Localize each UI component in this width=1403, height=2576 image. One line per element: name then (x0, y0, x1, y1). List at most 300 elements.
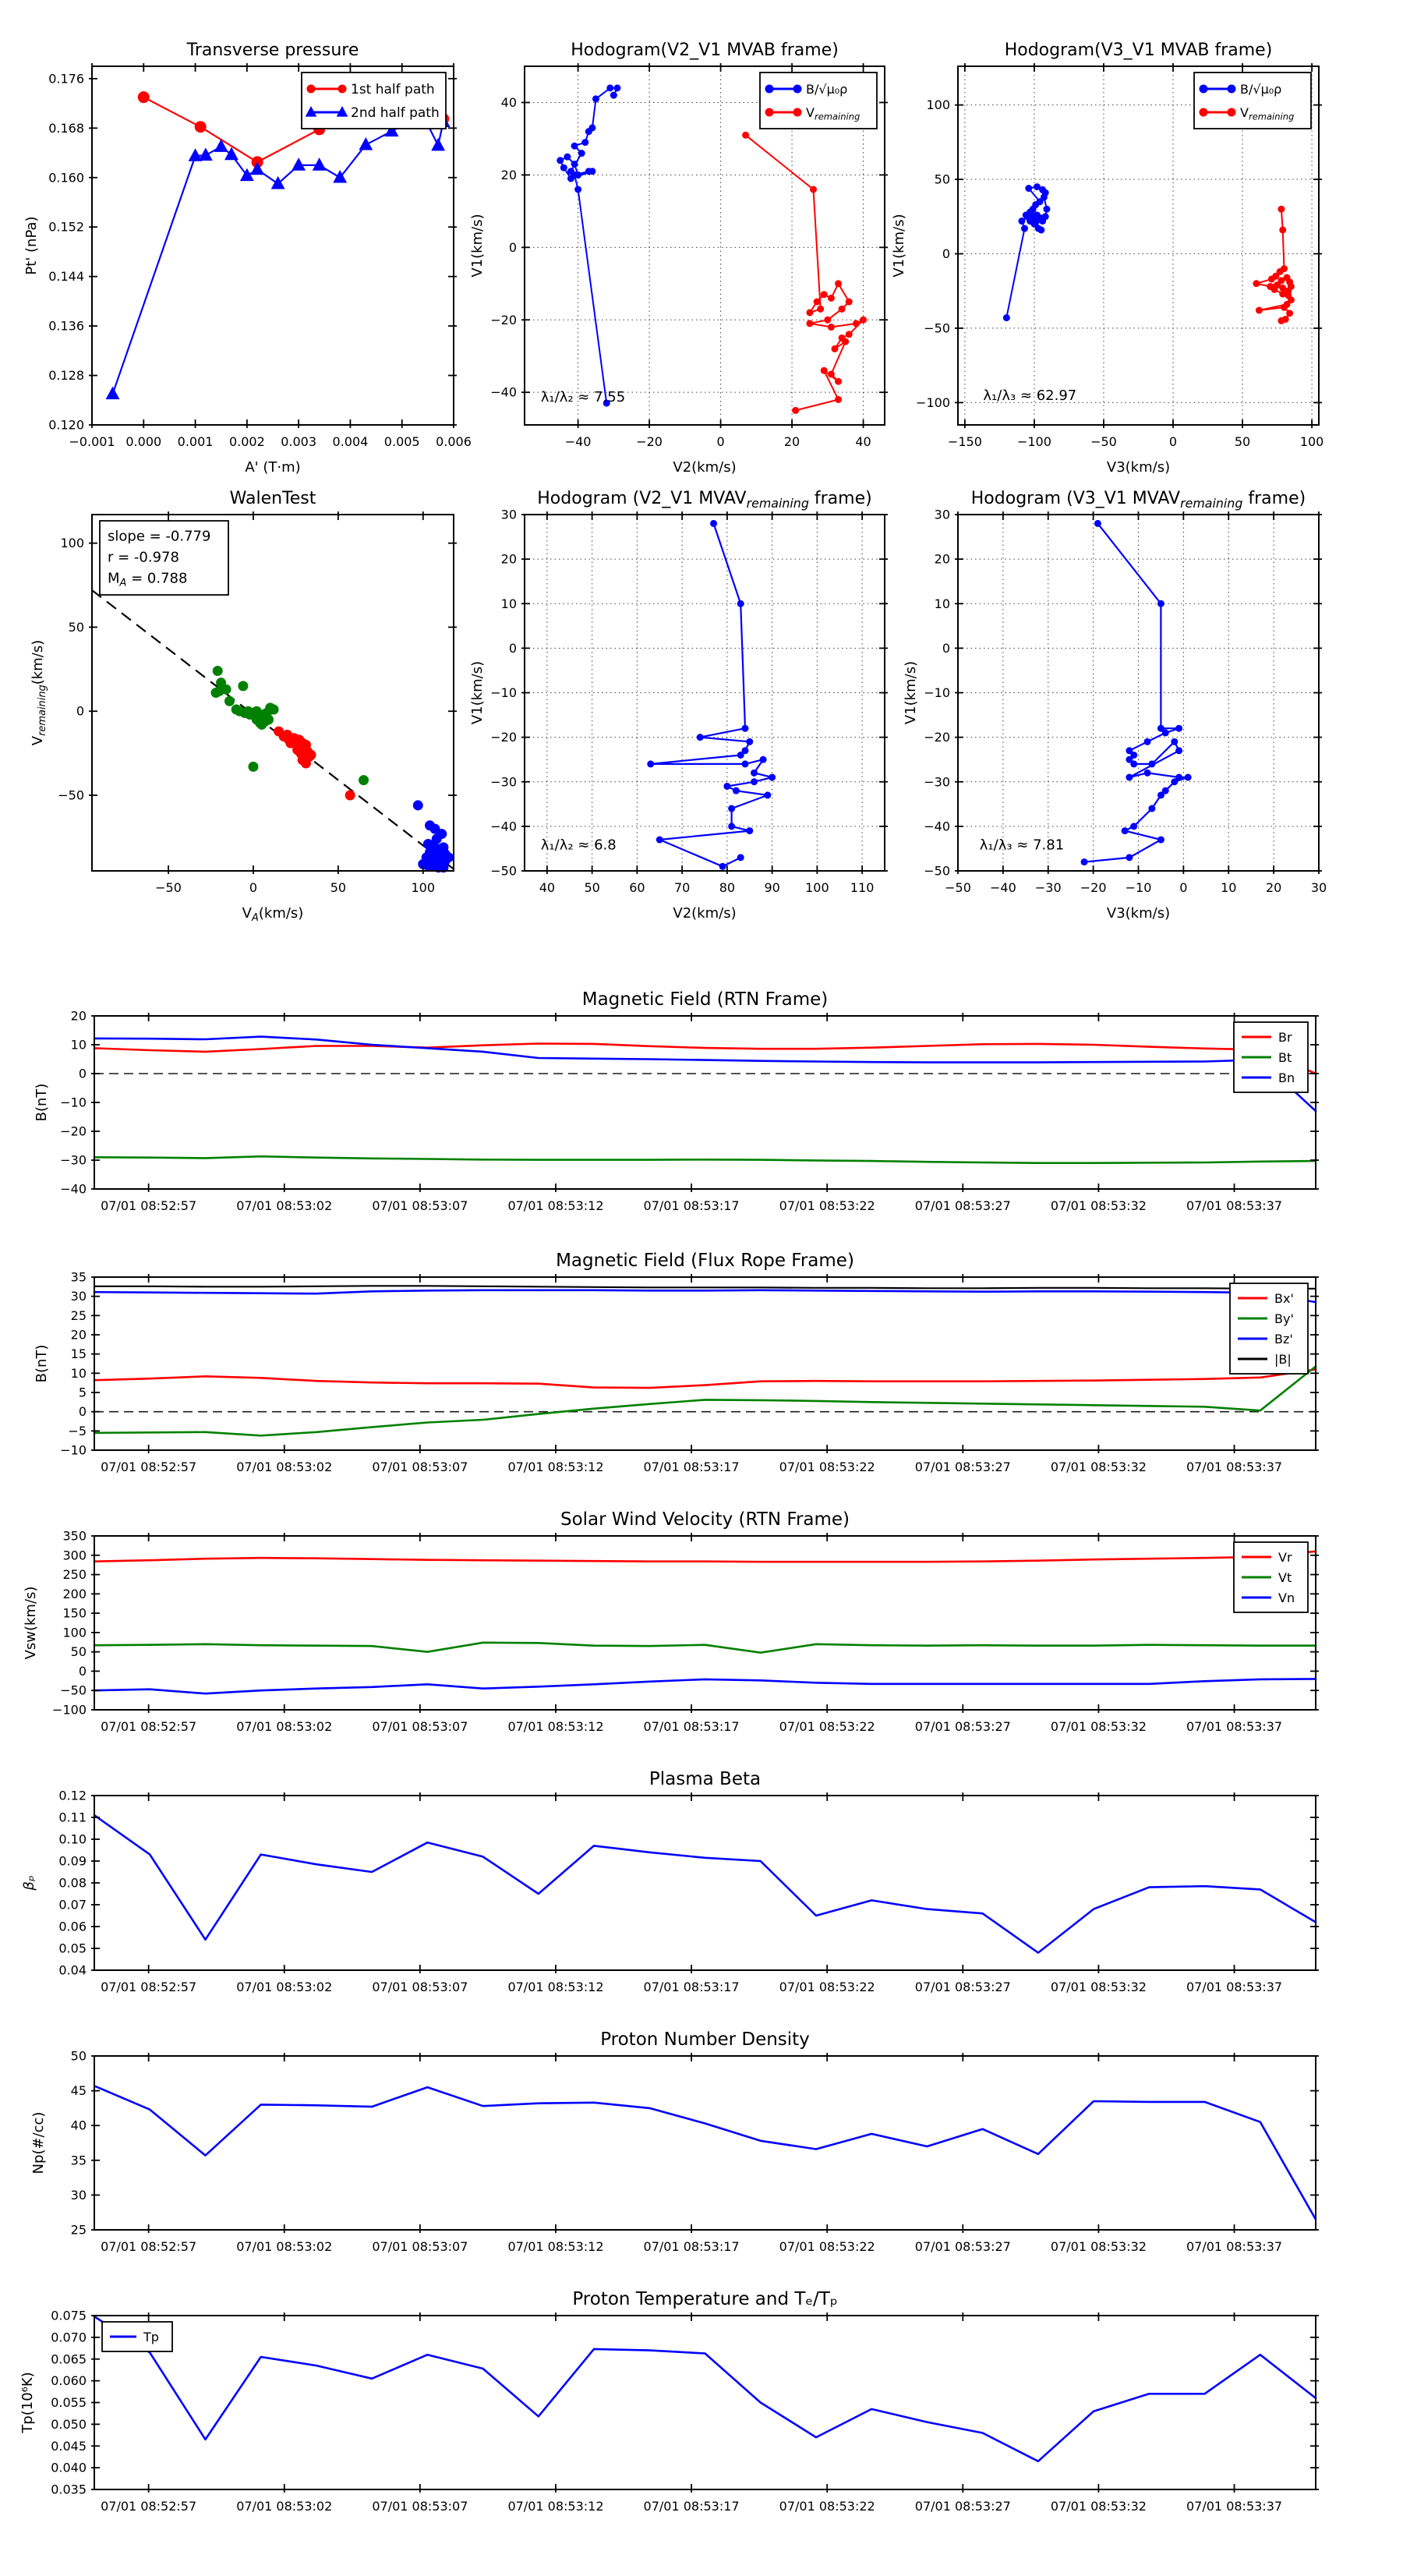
dot-marker (571, 143, 578, 150)
y-tick-label: −20 (490, 312, 517, 327)
dot-marker (567, 168, 574, 175)
y-tick-label: 0.160 (48, 170, 84, 186)
x-tick-label: 07/01 08:53:37 (1186, 2239, 1283, 2254)
dot-marker (792, 407, 799, 414)
dot-marker (741, 760, 748, 767)
legend-label: 1st half path (351, 82, 435, 98)
x-tick-label: 0 (716, 434, 725, 449)
x-tick-label: 110 (850, 880, 875, 895)
dot-marker (793, 85, 802, 94)
dot-marker (647, 760, 654, 767)
y-tick-label: −50 (924, 320, 950, 336)
x-tick-label: 07/01 08:53:07 (372, 1460, 468, 1474)
circle-marker (338, 85, 347, 94)
legend (1230, 1283, 1308, 1374)
legend (302, 73, 446, 129)
x-tick-label: 60 (629, 880, 645, 895)
legend (760, 73, 877, 129)
x-tick-label: 0.004 (332, 434, 369, 449)
y-tick-label: 0.035 (51, 2482, 87, 2497)
x-tick-label: 07/01 08:52:57 (101, 1198, 197, 1213)
dot-marker (221, 685, 231, 695)
x-tick-label: 07/01 08:52:57 (101, 2239, 197, 2254)
plot-title: Plasma Beta (648, 1769, 762, 1789)
x-axis-label: $V_A(km/s)$ (242, 905, 304, 924)
legend-text-line: slope = -0.779 (108, 528, 211, 545)
x-tick-label: 20 (1265, 880, 1282, 895)
x-tick-label: 07/01 08:53:17 (643, 1980, 740, 1994)
dot-marker (1094, 520, 1101, 527)
y-tick-label: 0.045 (51, 2438, 87, 2454)
x-tick-label: 07/01 08:53:37 (1186, 1980, 1283, 1994)
x-axis-label: V2(km/s) (673, 905, 737, 922)
dot-marker (1175, 747, 1182, 754)
y-tick-label: 50 (934, 172, 950, 187)
plot-proton-temperature (19, 2289, 1319, 2514)
dot-marker (765, 108, 774, 117)
legend-label: Vr (1278, 1549, 1292, 1565)
dot-marker (1041, 193, 1048, 200)
dot-marker (723, 783, 730, 790)
y-tick-label: 0.07 (58, 1897, 87, 1913)
x-tick-label: 07/01 08:53:07 (372, 1719, 468, 1734)
triangle-marker (106, 387, 120, 400)
dot-marker (1018, 218, 1025, 225)
x-tick-label: 0.003 (281, 434, 317, 449)
dot-marker (1200, 85, 1208, 94)
x-axis-label: A' (T·m) (245, 459, 301, 476)
x-tick-label: 07/01 08:53:12 (507, 2499, 604, 2514)
series-vr (94, 1552, 1316, 1562)
y-tick-label: 100 (62, 1625, 87, 1640)
y-axis-label: B(nT) (34, 1344, 50, 1383)
legend-label: Bx' (1274, 1290, 1294, 1306)
dot-marker (1185, 774, 1192, 781)
dot-marker (821, 367, 828, 374)
dot-marker (828, 370, 835, 377)
legend-text-line: r = -0.978 (108, 549, 179, 566)
y-tick-label: −30 (924, 774, 950, 790)
y-tick-label: 0.065 (51, 2351, 87, 2367)
y-tick-label: 0.168 (48, 120, 84, 136)
x-tick-label: 07/01 08:52:57 (101, 1460, 197, 1474)
dot-marker (746, 738, 753, 745)
dot-marker (578, 150, 585, 157)
y-tick-label: 0.09 (58, 1853, 87, 1869)
dot-marker (413, 800, 423, 810)
plot-title: Transverse pressure (186, 41, 359, 60)
y-tick-label: 20 (70, 1327, 87, 1343)
series-vt (94, 1643, 1316, 1653)
x-tick-label: 07/01 08:53:27 (914, 1980, 1011, 1994)
dot-marker (719, 863, 726, 870)
y-tick-label: 0 (78, 1404, 87, 1420)
triangle-marker (359, 137, 373, 150)
dot-marker (557, 157, 564, 164)
legend-label: 2nd half path (351, 105, 440, 122)
dot-marker (765, 85, 774, 94)
y-axis-label: Vsw(km/s) (23, 1586, 39, 1660)
y-tick-label: −10 (924, 685, 950, 700)
y-tick-label: 0 (508, 640, 517, 656)
x-tick-label: 07/01 08:53:17 (643, 1719, 740, 1734)
x-tick-label: 0.001 (177, 434, 214, 449)
dot-marker (1162, 729, 1169, 736)
x-tick-label: 07/01 08:53:02 (236, 2499, 333, 2514)
x-tick-label: −40 (564, 434, 592, 449)
dot-marker (301, 759, 311, 769)
legend-label: By' (1274, 1311, 1294, 1326)
x-tick-label: −0.001 (69, 434, 115, 449)
dot-marker (1037, 226, 1044, 233)
y-tick-label: 250 (62, 1567, 87, 1583)
x-tick-label: 0.000 (125, 434, 162, 449)
axes-frame (94, 1277, 1316, 1450)
x-tick-label: 30 (1310, 880, 1327, 895)
x-tick-label: 07/01 08:53:32 (1050, 1198, 1147, 1213)
y-tick-label: 150 (62, 1605, 87, 1621)
x-tick-label: −20 (1080, 880, 1107, 895)
x-tick-label: 07/01 08:53:32 (1050, 1980, 1147, 1994)
dot-marker (574, 172, 581, 179)
plot-title: Hodogram (V2_V1 $MVAV_{remaining}$ frame) (537, 489, 872, 511)
dot-marker (746, 827, 753, 834)
x-axis-label: V2(km/s) (673, 459, 737, 476)
y-axis-label: Np(#/cc) (30, 2111, 47, 2174)
x-tick-label: 10 (1221, 880, 1237, 895)
dot-marker (224, 696, 235, 706)
series-bx- (94, 1369, 1316, 1388)
x-tick-label: 07/01 08:53:12 (507, 1198, 604, 1213)
y-tick-label: 200 (62, 1586, 87, 1601)
dot-marker (345, 790, 355, 800)
dot-marker (269, 705, 279, 715)
series-tp (94, 2316, 1316, 2461)
annotation: λ₁/λ₃ ≈ 62.97 (983, 387, 1077, 404)
dot-marker (831, 345, 838, 352)
series-vn (94, 1679, 1316, 1693)
y-tick-label: 30 (500, 507, 517, 522)
y-tick-label: 30 (934, 507, 950, 522)
series-2nd-half-path (113, 115, 444, 394)
plot-title: Hodogram(V3_V1 MVAB frame) (1004, 41, 1273, 60)
dot-marker (560, 165, 567, 172)
y-tick-label: −5 (68, 1423, 87, 1438)
series-beta-p (94, 1815, 1316, 1952)
dot-marker (846, 299, 853, 306)
x-tick-label: 07/01 08:53:02 (236, 1460, 333, 1474)
dot-marker (860, 317, 867, 324)
legend-label: Vt (1278, 1569, 1292, 1585)
plot-hodogram-v3v1-mvab (891, 41, 1323, 476)
plot-title: Solar Wind Velocity (RTN Frame) (560, 1509, 850, 1530)
y-tick-label: −100 (916, 395, 950, 410)
triangle-marker (199, 147, 213, 161)
plot-title: Proton Temperature and Tₑ/Tₚ (572, 2289, 838, 2309)
x-tick-label: 07/01 08:53:27 (914, 1719, 1011, 1734)
y-tick-label: 30 (70, 2187, 87, 2203)
y-tick-label: 0 (78, 1663, 87, 1679)
x-tick-label: −20 (636, 434, 663, 449)
dot-marker (213, 666, 223, 676)
dot-marker (764, 791, 771, 798)
axes-frame (94, 1796, 1316, 1970)
y-tick-label: 0.06 (58, 1919, 87, 1934)
y-tick-label: −40 (490, 819, 517, 834)
dot-marker (1130, 760, 1137, 767)
x-tick-label: 0 (249, 880, 258, 895)
dot-marker (1286, 310, 1293, 317)
dot-marker (824, 317, 831, 324)
x-tick-label: 07/01 08:53:22 (779, 2499, 875, 2514)
dot-marker (751, 778, 758, 785)
x-tick-label: 0.002 (228, 434, 265, 449)
dot-marker (1126, 854, 1133, 861)
dot-marker (1081, 858, 1088, 865)
plot-title: Hodogram(V2_V1 MVAB frame) (571, 41, 839, 60)
y-axis-label: Pt' (nPa) (23, 216, 40, 275)
y-tick-label: −10 (490, 685, 517, 700)
dot-marker (806, 320, 813, 327)
dot-marker (1037, 214, 1044, 221)
y-tick-label: 20 (500, 551, 517, 567)
y-tick-label: 0.040 (51, 2460, 87, 2475)
y-tick-label: −10 (60, 1442, 87, 1458)
y-tick-label: −50 (490, 863, 517, 879)
annotation: λ₁/λ₂ ≈ 6.8 (540, 837, 617, 854)
series-by- (94, 1367, 1316, 1436)
series-b-sqrt-mu0-rho- (560, 88, 617, 403)
legend-label: Bn (1278, 1070, 1295, 1085)
dot-marker (656, 837, 663, 844)
dot-marker (742, 132, 749, 139)
dot-marker (710, 520, 717, 527)
x-tick-label: 07/01 08:53:07 (372, 2239, 468, 2254)
x-tick-label: −150 (947, 434, 982, 449)
y-tick-label: 25 (70, 2222, 87, 2238)
plot-transverse-pressure (23, 41, 472, 476)
annotation: λ₁/λ₂ ≈ 7.55 (540, 389, 626, 406)
x-tick-label: 07/01 08:53:17 (643, 1198, 740, 1213)
dot-marker (806, 309, 813, 316)
y-tick-label: 20 (934, 551, 950, 567)
x-tick-label: 07/01 08:53:22 (779, 1460, 875, 1474)
x-tick-label: 07/01 08:53:22 (779, 1719, 875, 1734)
plot-magnetic-field-rtn (34, 989, 1319, 1213)
dot-marker (835, 280, 842, 287)
x-tick-label: 80 (719, 880, 736, 895)
plot-title: Magnetic Field (Flux Rope Frame) (556, 1251, 854, 1271)
legend (102, 2322, 172, 2351)
dot-marker (1279, 226, 1286, 233)
x-tick-label: −10 (1125, 880, 1152, 895)
y-tick-label: 300 (62, 1548, 87, 1563)
y-tick-label: −40 (490, 384, 517, 400)
x-tick-label: 0 (1168, 434, 1178, 449)
legend-label: Bz' (1274, 1331, 1293, 1346)
dot-marker (581, 139, 588, 146)
x-tick-label: 0.006 (436, 434, 472, 449)
y-tick-label: 40 (500, 94, 517, 110)
x-tick-label: 0 (1179, 880, 1188, 895)
x-tick-label: 07/01 08:53:37 (1186, 1198, 1283, 1213)
y-tick-label: 0.144 (48, 269, 84, 285)
y-tick-label: 100 (926, 97, 950, 113)
dot-marker (1278, 206, 1285, 213)
x-tick-label: 07/01 08:53:27 (914, 2499, 1011, 2514)
dot-marker (1171, 738, 1178, 745)
x-tick-label: 07/01 08:53:22 (779, 2239, 875, 2254)
legend-label: Br (1278, 1029, 1292, 1045)
axes-frame (94, 2056, 1316, 2230)
annotation: λ₁/λ₃ ≈ 7.81 (979, 837, 1065, 854)
dot-marker (1253, 280, 1260, 287)
x-tick-label: 07/01 08:53:12 (507, 1980, 604, 1994)
circle-marker (195, 121, 207, 133)
x-tick-label: 50 (584, 880, 600, 895)
x-tick-label: 07/01 08:53:17 (643, 2499, 740, 2514)
x-tick-label: 07/01 08:53:37 (1186, 1460, 1283, 1474)
x-tick-label: 07/01 08:52:57 (101, 1980, 197, 1994)
y-tick-label: 0 (942, 640, 950, 656)
dot-marker (760, 756, 767, 763)
dot-marker (828, 324, 835, 331)
dot-marker (793, 108, 802, 117)
x-tick-label: 40 (539, 880, 556, 895)
dot-marker (588, 168, 595, 175)
y-axis-label: V1(km/s) (903, 660, 919, 725)
legend-label: Vn (1278, 1590, 1295, 1605)
plot-hodogram-v2v1-mvav (469, 489, 888, 922)
y-tick-label: 50 (70, 1644, 87, 1660)
series-v-remaining (746, 135, 864, 410)
dot-marker (1200, 108, 1208, 117)
x-tick-label: 50 (330, 880, 347, 895)
x-tick-label: 07/01 08:53:07 (372, 2499, 468, 2514)
x-tick-label: 07/01 08:53:32 (1050, 2499, 1147, 2514)
legend-label: B/√μ₀ρ (806, 81, 848, 97)
x-tick-label: 07/01 08:53:17 (643, 2239, 740, 2254)
legend-label: |B| (1274, 1351, 1292, 1367)
x-tick-label: 07/01 08:53:27 (914, 1460, 1011, 1474)
x-tick-label: 07/01 08:53:27 (914, 1198, 1011, 1213)
dot-marker (1003, 314, 1010, 321)
x-tick-label: 100 (411, 880, 436, 895)
y-tick-label: 0.152 (48, 219, 84, 235)
y-tick-label: −20 (924, 730, 950, 745)
y-axis-label: $V_{remaining}(km/s)$ (30, 639, 48, 746)
dot-marker (613, 84, 620, 91)
x-tick-label: 50 (1234, 434, 1251, 449)
y-tick-label: 50 (68, 619, 84, 635)
dot-marker (814, 299, 821, 306)
y-axis-label: V1(km/s) (469, 660, 486, 725)
x-tick-label: −50 (945, 880, 971, 895)
legend (1194, 73, 1311, 129)
dot-marker (1025, 185, 1032, 192)
dot-marker (610, 92, 617, 99)
fit-line (92, 590, 454, 869)
dot-marker (606, 84, 613, 91)
dot-marker (1175, 725, 1182, 732)
y-tick-label: −10 (60, 1095, 87, 1110)
triangle-marker (214, 139, 228, 152)
dot-marker (1043, 206, 1050, 213)
y-tick-label: 10 (70, 1037, 87, 1053)
y-tick-label: 35 (70, 1269, 87, 1285)
dot-marker (810, 186, 817, 193)
dot-marker (1144, 738, 1151, 745)
x-tick-label: 07/01 08:53:12 (507, 1460, 604, 1474)
x-tick-label: 100 (805, 880, 829, 895)
triangle-marker (271, 176, 285, 189)
dot-marker (1228, 108, 1236, 117)
dot-marker (1268, 275, 1275, 282)
series--b- (94, 1286, 1316, 1289)
y-tick-label: 0.070 (51, 2330, 87, 2345)
dot-marker (853, 320, 860, 327)
legend (1234, 1542, 1308, 1612)
x-tick-label: 07/01 08:53:27 (914, 2239, 1011, 2254)
dot-marker (1126, 774, 1133, 781)
y-tick-label: −30 (60, 1152, 87, 1168)
y-axis-label: V1(km/s) (469, 214, 486, 278)
y-tick-label: 30 (70, 1289, 87, 1304)
x-axis-label: V3(km/s) (1106, 905, 1171, 922)
dot-marker (252, 714, 262, 724)
x-tick-label: 40 (855, 434, 871, 449)
x-tick-label: 07/01 08:53:32 (1050, 1719, 1147, 1734)
y-tick-label: 45 (70, 2083, 87, 2099)
x-tick-label: 0.005 (383, 434, 420, 449)
y-axis-label: Tp(10⁶K) (19, 2372, 36, 2433)
dot-marker (828, 295, 835, 302)
plot-plasma-beta (21, 1769, 1319, 1994)
plot-title: WalenTest (229, 489, 316, 508)
legend (100, 521, 228, 595)
dot-marker (741, 725, 748, 732)
dot-marker (211, 688, 221, 698)
y-tick-label: 0 (78, 1066, 87, 1081)
axes-frame (94, 2316, 1316, 2489)
x-tick-label: 07/01 08:53:32 (1050, 2239, 1147, 2254)
dot-marker (592, 95, 599, 102)
dot-marker (238, 681, 248, 691)
y-tick-label: 0.055 (51, 2395, 87, 2410)
x-tick-label: 07/01 08:53:07 (372, 1198, 468, 1213)
y-tick-label: 0.10 (58, 1831, 87, 1847)
y-tick-label: −20 (490, 730, 517, 745)
dot-marker (842, 338, 849, 345)
plot-hodogram-v2v1-mvab (469, 41, 888, 476)
y-tick-label: 20 (500, 167, 517, 182)
series-bz- (94, 1290, 1316, 1302)
dot-marker (1271, 286, 1278, 293)
dot-marker (1148, 805, 1155, 812)
dot-marker (248, 762, 258, 772)
dot-marker (728, 805, 735, 812)
x-tick-label: 07/01 08:53:12 (507, 1719, 604, 1734)
dot-marker (1130, 823, 1137, 830)
y-tick-label: 0 (76, 703, 84, 719)
y-tick-label: −30 (490, 774, 517, 790)
y-tick-label: −100 (52, 1702, 87, 1718)
dot-marker (1148, 760, 1155, 767)
dot-marker (564, 154, 571, 161)
y-tick-label: 350 (62, 1528, 87, 1544)
dot-marker (1122, 827, 1129, 834)
plot-magnetic-field-flux-rope (34, 1251, 1319, 1474)
